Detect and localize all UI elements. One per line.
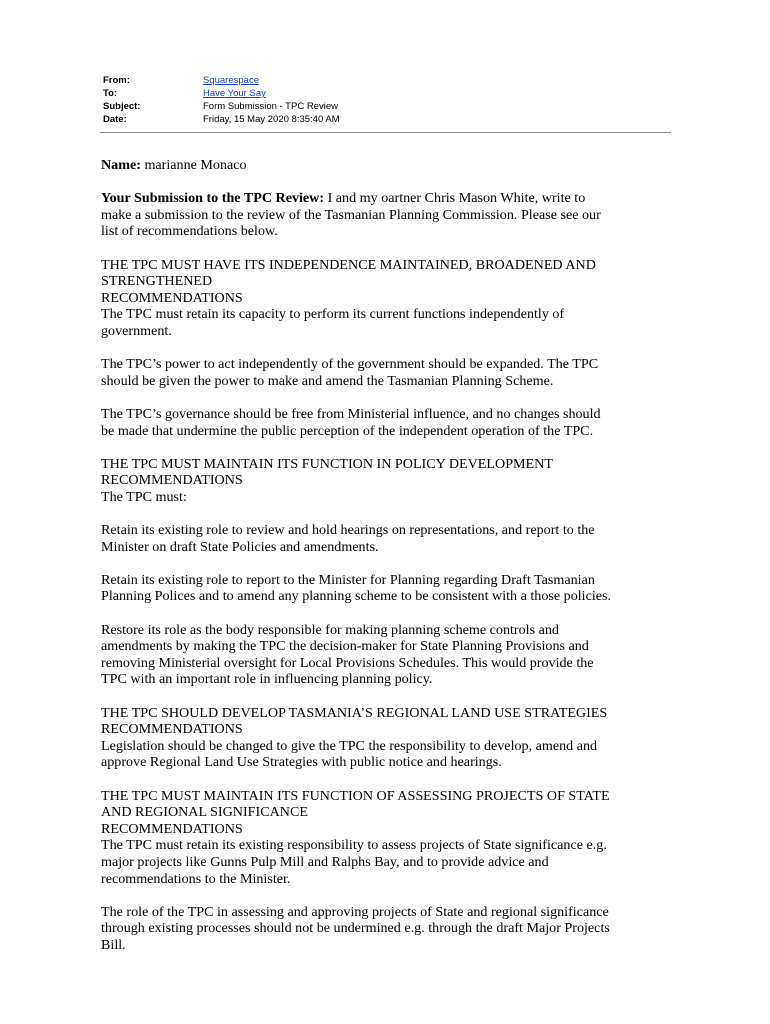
paragraph-line: through existing processes should not be undermined e.g. through the draft Major Projects: [101, 920, 610, 937]
paragraph-line: THE TPC MUST HAVE ITS INDEPENDENCE MAINTAINED, BROADENED AND: [101, 256, 596, 273]
paragraph-line: Retain its existing role to review and hold hearings on representations, and report to the: [101, 522, 595, 539]
paragraph-line: AND REGIONAL SIGNIFICANCE: [101, 804, 308, 821]
submission-line: I and my oartner Chris Mason White, write to: [324, 190, 586, 207]
paragraph-line: Retain its existing role to report to the Minister for Planning regarding Draft Tasmanian: [101, 571, 595, 588]
paragraph-line: RECOMMENDATIONS: [101, 289, 243, 306]
paragraph-line: amendments by making the TPC the decision-maker for State Planning Provisions and: [101, 638, 589, 655]
to-label: To:: [103, 88, 118, 99]
paragraph: [101, 788, 681, 888]
to-link[interactable]: Have Your Say: [203, 88, 266, 99]
date-value: Friday, 15 May 2020 8:35:40 AM: [203, 114, 340, 125]
paragraph-line: recommendations to the Minister.: [101, 870, 291, 887]
paragraph-line: THE TPC MUST MAINTAIN ITS FUNCTION IN POLICY DEVELOPMENT: [101, 455, 553, 472]
to-row: [103, 87, 340, 100]
paragraph: [101, 705, 681, 771]
date-row: [103, 113, 340, 126]
subject-row: [103, 100, 340, 113]
paragraph-line: TPC with an important role in influencing planning policy.: [101, 671, 433, 688]
paragraph-line: THE TPC MUST MAINTAIN ITS FUNCTION OF ASSESSING PROJECTS OF STATE: [101, 787, 610, 804]
subject-label: Subject:: [103, 101, 141, 112]
paragraph-line: should be given the power to make and amend the Tasmanian Planning Scheme.: [101, 372, 554, 389]
from-link[interactable]: Squarespace: [203, 75, 259, 86]
submission-line: list of recommendations below.: [101, 223, 278, 240]
paragraph-line: Bill.: [101, 936, 126, 953]
submission-intro: [101, 190, 681, 240]
paragraph-line: approve Regional Land Use Strategies with public notice and hearings.: [101, 754, 502, 771]
from-label: From:: [103, 75, 130, 86]
paragraph-line: government.: [101, 322, 172, 339]
paragraph: [101, 406, 681, 439]
paragraph-line: Restore its role as the body responsible for making planning scheme controls and: [101, 621, 559, 638]
paragraph-line: removing Ministerial oversight for Local Provisions Schedules. This would provide the: [101, 654, 594, 671]
email-header: [103, 74, 340, 126]
paragraph-line: The TPC’s power to act independently of the government should be expanded. The TPC: [101, 356, 599, 373]
paragraph-line: THE TPC SHOULD DEVELOP TASMANIA’S REGIONAL LAND USE STRATEGIES: [101, 704, 608, 721]
paragraph-line: The role of the TPC in assessing and approving projects of State and regional significance: [101, 903, 609, 920]
paragraph: [101, 572, 681, 605]
paragraph: [101, 522, 681, 555]
paragraph-line: RECOMMENDATIONS: [101, 472, 243, 489]
paragraph: [101, 622, 681, 688]
paragraph-line: The TPC’s governance should be free from Ministerial influence, and no changes should: [101, 405, 601, 422]
paragraph-line: major projects like Gunns Pulp Mill and Ralphs Bay, and to provide advice and: [101, 853, 549, 870]
paragraph-line: be made that undermine the public perception of the independent operation of the TPC.: [101, 422, 594, 439]
paragraph-line: Minister on draft State Policies and amendments.: [101, 538, 379, 555]
recommendations: [101, 257, 681, 954]
subject-value: Form Submission - TPC Review: [203, 101, 338, 112]
paragraph-line: The TPC must retain its existing responsibility to assess projects of State significance e.g.: [101, 837, 607, 854]
paragraph-line: The TPC must retain its capacity to perform its current functions independently of: [101, 306, 565, 323]
paragraph: [101, 356, 681, 389]
submission-line: make a submission to the review of the Tasmanian Planning Commission. Please see our: [101, 206, 601, 223]
paragraph-line: RECOMMENDATIONS: [101, 820, 243, 837]
paragraph: [101, 456, 681, 506]
name-line: [101, 157, 681, 174]
paragraph-line: RECOMMENDATIONS: [101, 721, 243, 738]
name-label: Name:: [101, 157, 141, 173]
paragraph-line: Planning Polices and to amend any planning scheme to be consistent with a those policies.: [101, 588, 612, 605]
message-body: [101, 157, 681, 970]
paragraph-line: STRENGTHENED: [101, 273, 213, 290]
paragraph-line: Legislation should be changed to give the TPC the responsibility to develop, amend and: [101, 737, 598, 754]
name-value: marianne Monaco: [140, 157, 247, 173]
date-label: Date:: [103, 114, 127, 125]
header-divider: [100, 132, 671, 133]
paragraph-line: The TPC must:: [101, 488, 187, 505]
from-row: [103, 74, 340, 87]
submission-label: Your Submission to the TPC Review:: [101, 190, 325, 207]
paragraph: [101, 257, 681, 340]
paragraph: [101, 904, 681, 954]
